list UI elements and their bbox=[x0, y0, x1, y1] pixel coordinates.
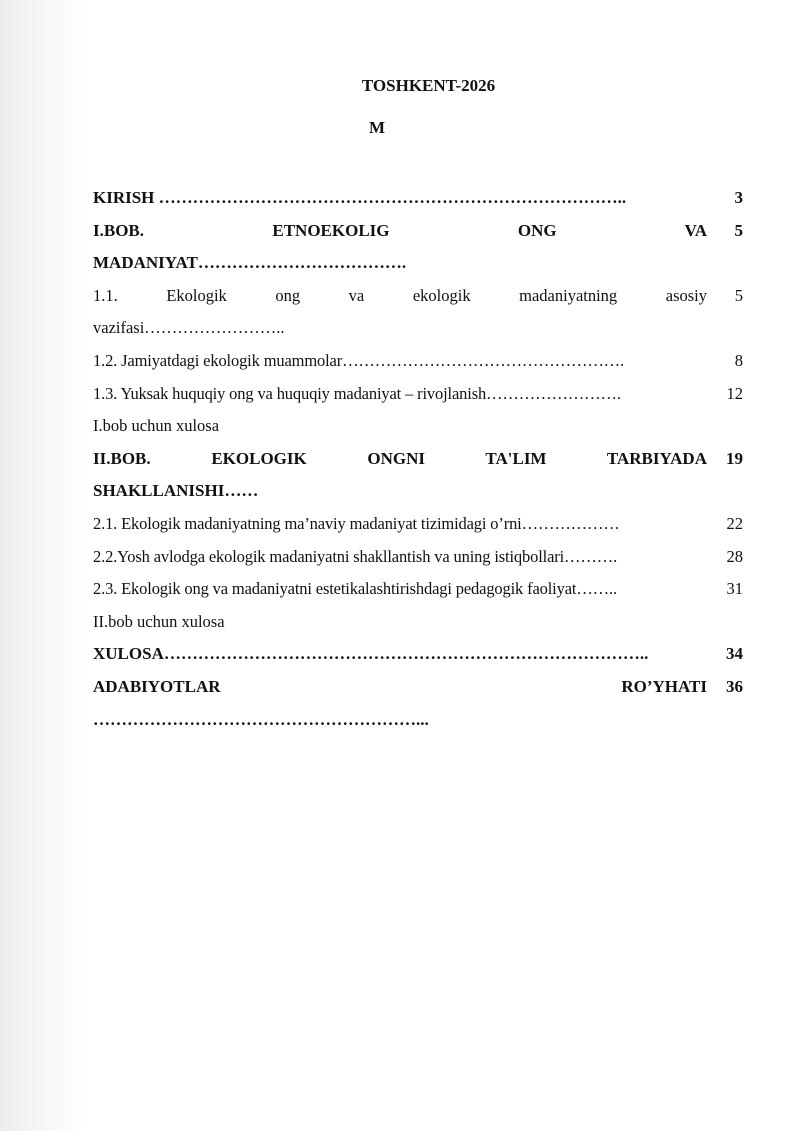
toc-entry-title: 2.3. Ekologik ong va madaniyatni estetikalashtirishdagi pedagogik faoliyat…….. bbox=[93, 579, 617, 599]
toc-entry-page: 31 bbox=[726, 579, 743, 599]
toc-entry-chapter-1 bbox=[93, 215, 743, 280]
toc-entry-chapter-2 bbox=[93, 443, 743, 508]
toc-entry-page: 5 bbox=[734, 285, 743, 305]
toc-entry-page: 19 bbox=[726, 448, 743, 468]
contents-heading: M bbox=[368, 118, 386, 137]
toc-entry-title: II.bob uchun xulosa bbox=[93, 611, 225, 631]
toc-entry-title: I.bob uchun xulosa bbox=[93, 416, 220, 436]
toc-entry-page: 34 bbox=[726, 644, 743, 664]
toc-entry-title: II.BOB. EKOLOGIK ONGNI TA'LIM TARBIYADA bbox=[93, 448, 707, 468]
toc-entry-title-continued: …………………………………………………... bbox=[93, 709, 429, 729]
toc-entry-section-2-1 bbox=[93, 508, 743, 541]
toc-entry-page: 22 bbox=[726, 513, 743, 533]
toc-entry-title: 1.3. Yuksak huquqiy ong va huquqiy madaniyat – rivojlanish……………………. bbox=[93, 383, 621, 403]
toc-entry-xulosa bbox=[93, 638, 743, 671]
toc-entry-title: 2.1. Ekologik madaniyatning ma’naviy madaniyat tizimidagi o’rni……………… bbox=[93, 513, 620, 533]
table-of-contents bbox=[93, 182, 743, 736]
toc-entry-title: 1.1. Ekologik ong va ekologik madaniyatning asosiy bbox=[93, 285, 707, 305]
toc-entry-title: ADABIYOTLAR RO’YHATI bbox=[93, 676, 707, 696]
toc-entry-title: 2.2.Yosh avlodga ekologik madaniyatni shakllantish va uning istiqbollari………. bbox=[93, 546, 618, 566]
toc-entry-title: I.BOB. ETNOEKOLIG ONG VA bbox=[93, 220, 707, 240]
toc-entry-page: 8 bbox=[734, 350, 743, 370]
toc-entry-title: KIRISH ……………………………………………………………………….. bbox=[93, 188, 627, 207]
toc-entry-title-continued: MADANIYAT………………………………. bbox=[93, 253, 407, 273]
toc-entry-page: 36 bbox=[726, 676, 743, 696]
page-edge-shadow bbox=[0, 0, 84, 1131]
toc-entry-section-2-2 bbox=[93, 541, 743, 574]
toc-entry-title: 1.2. Jamiyatdagi ekologik muammolar……………………………………………. bbox=[93, 350, 624, 370]
toc-entry-kirish bbox=[93, 182, 743, 215]
toc-entry-page: 3 bbox=[734, 188, 743, 207]
toc-entry-section-1-3 bbox=[93, 378, 743, 411]
toc-entry-section-1-2 bbox=[93, 345, 743, 378]
toc-entry-page: 5 bbox=[734, 220, 743, 240]
toc-entry-title: XULOSA………………………………………………………………………….. bbox=[93, 644, 649, 664]
toc-entry-title-continued: SHAKLLANISHI…… bbox=[93, 481, 259, 501]
toc-entry-section-1-1 bbox=[93, 280, 743, 345]
toc-entry-title-continued: vazifasi…………………….. bbox=[93, 318, 285, 338]
toc-entry-chapter-2-conclusion bbox=[93, 606, 743, 639]
toc-entry-page: 28 bbox=[726, 546, 743, 566]
toc-entry-section-2-3 bbox=[93, 573, 743, 606]
city-year-title: TOSHKENT-2026 bbox=[361, 76, 496, 95]
toc-entry-adabiyotlar bbox=[93, 671, 743, 736]
toc-entry-page: 12 bbox=[726, 383, 743, 403]
toc-entry-chapter-1-conclusion bbox=[93, 410, 743, 443]
